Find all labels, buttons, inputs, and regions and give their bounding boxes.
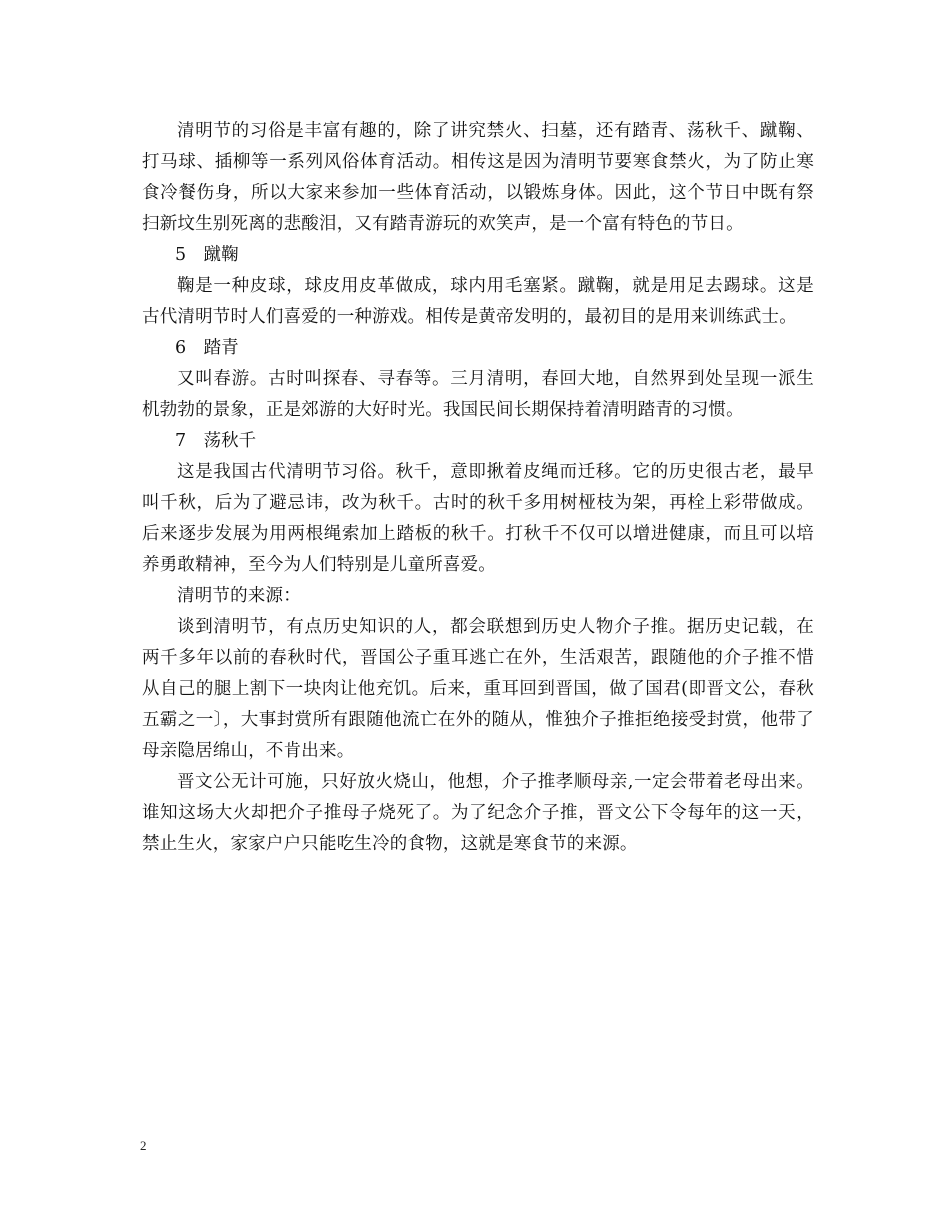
- paragraph-swing: 这是我国古代清明节习俗。秋千，意即揪着皮绳而迁移。它的历史很古老，最早叫千秋，后为了避忌讳，改为秋千。古时的秋千多用树桠枝为架，再栓上彩带做成。后来逐步发展为用两根绳索加上踏板的秋千。打秋千不仅可以增进健康，而且可以培养勇敢精神，至今为人们特别是儿童所喜爱。: [142, 462, 814, 575]
- section-heading-cuju: 5 蹴鞠: [175, 245, 239, 265]
- paragraph-cold-food-origin: 晋文公无计可施，只好放火烧山，他想，介子推孝顺母亲,一定会带着老母出来。谁知这场大火却把介子推母子烧死了。为了纪念介子推，晋文公下令每年的这一天，禁止生火，家家户户只能吃生冷的食物，这就是寒食节的来源。: [142, 772, 814, 854]
- page-number: 2: [140, 1138, 147, 1153]
- paragraph-cuju: 鞠是一种皮球，球皮用皮革做成，球内用毛塞紧。蹴鞠，就是用足去踢球。这是古代清明节时人们喜爱的一种游戏。相传是黄帝发明的，最初目的是用来训练武士。: [142, 276, 814, 327]
- paragraph-customs-intro: 清明节的习俗是丰富有趣的，除了讲究禁火、扫墓，还有踏青、荡秋千、蹴鞠、打马球、插柳等一系列风俗体育活动。相传这是因为清明节要寒食禁火，为了防止寒食冷餐伤身，所以大家来参加一些体育活动，以锻炼身体。因此，这个节日中既有祭扫新坟生别死离的悲酸泪，又有踏青游玩的欢笑声，是一个富有特色的节日。: [142, 121, 814, 234]
- document-body: [142, 116, 814, 860]
- paragraph-origin-heading: 清明节的来源：: [177, 586, 301, 606]
- section-heading-taqing: 6 踏青: [175, 338, 239, 358]
- section-heading-swing: 7 荡秋千: [175, 431, 257, 451]
- paragraph-origin-story: 谈到清明节，有点历史知识的人，都会联想到历史人物介子推。据历史记载，在两千多年以前的春秋时代，晋国公子重耳逃亡在外，生活艰苦，跟随他的介子推不惜从自己的腿上割下一块肉让他充饥。后来，重耳回到晋国，做了国君(即晋文公，春秋五霸之一〕，大事封赏所有跟随他流亡在外的随从，惟独介子推拒绝接受封赏，他带了母亲隐居绵山，不肯出来。: [142, 617, 814, 761]
- paragraph-taqing: 又叫春游。古时叫探春、寻春等。三月清明，春回大地，自然界到处呈现一派生机勃勃的景象，正是郊游的大好时光。我国民间长期保持着清明踏青的习惯。: [142, 369, 814, 420]
